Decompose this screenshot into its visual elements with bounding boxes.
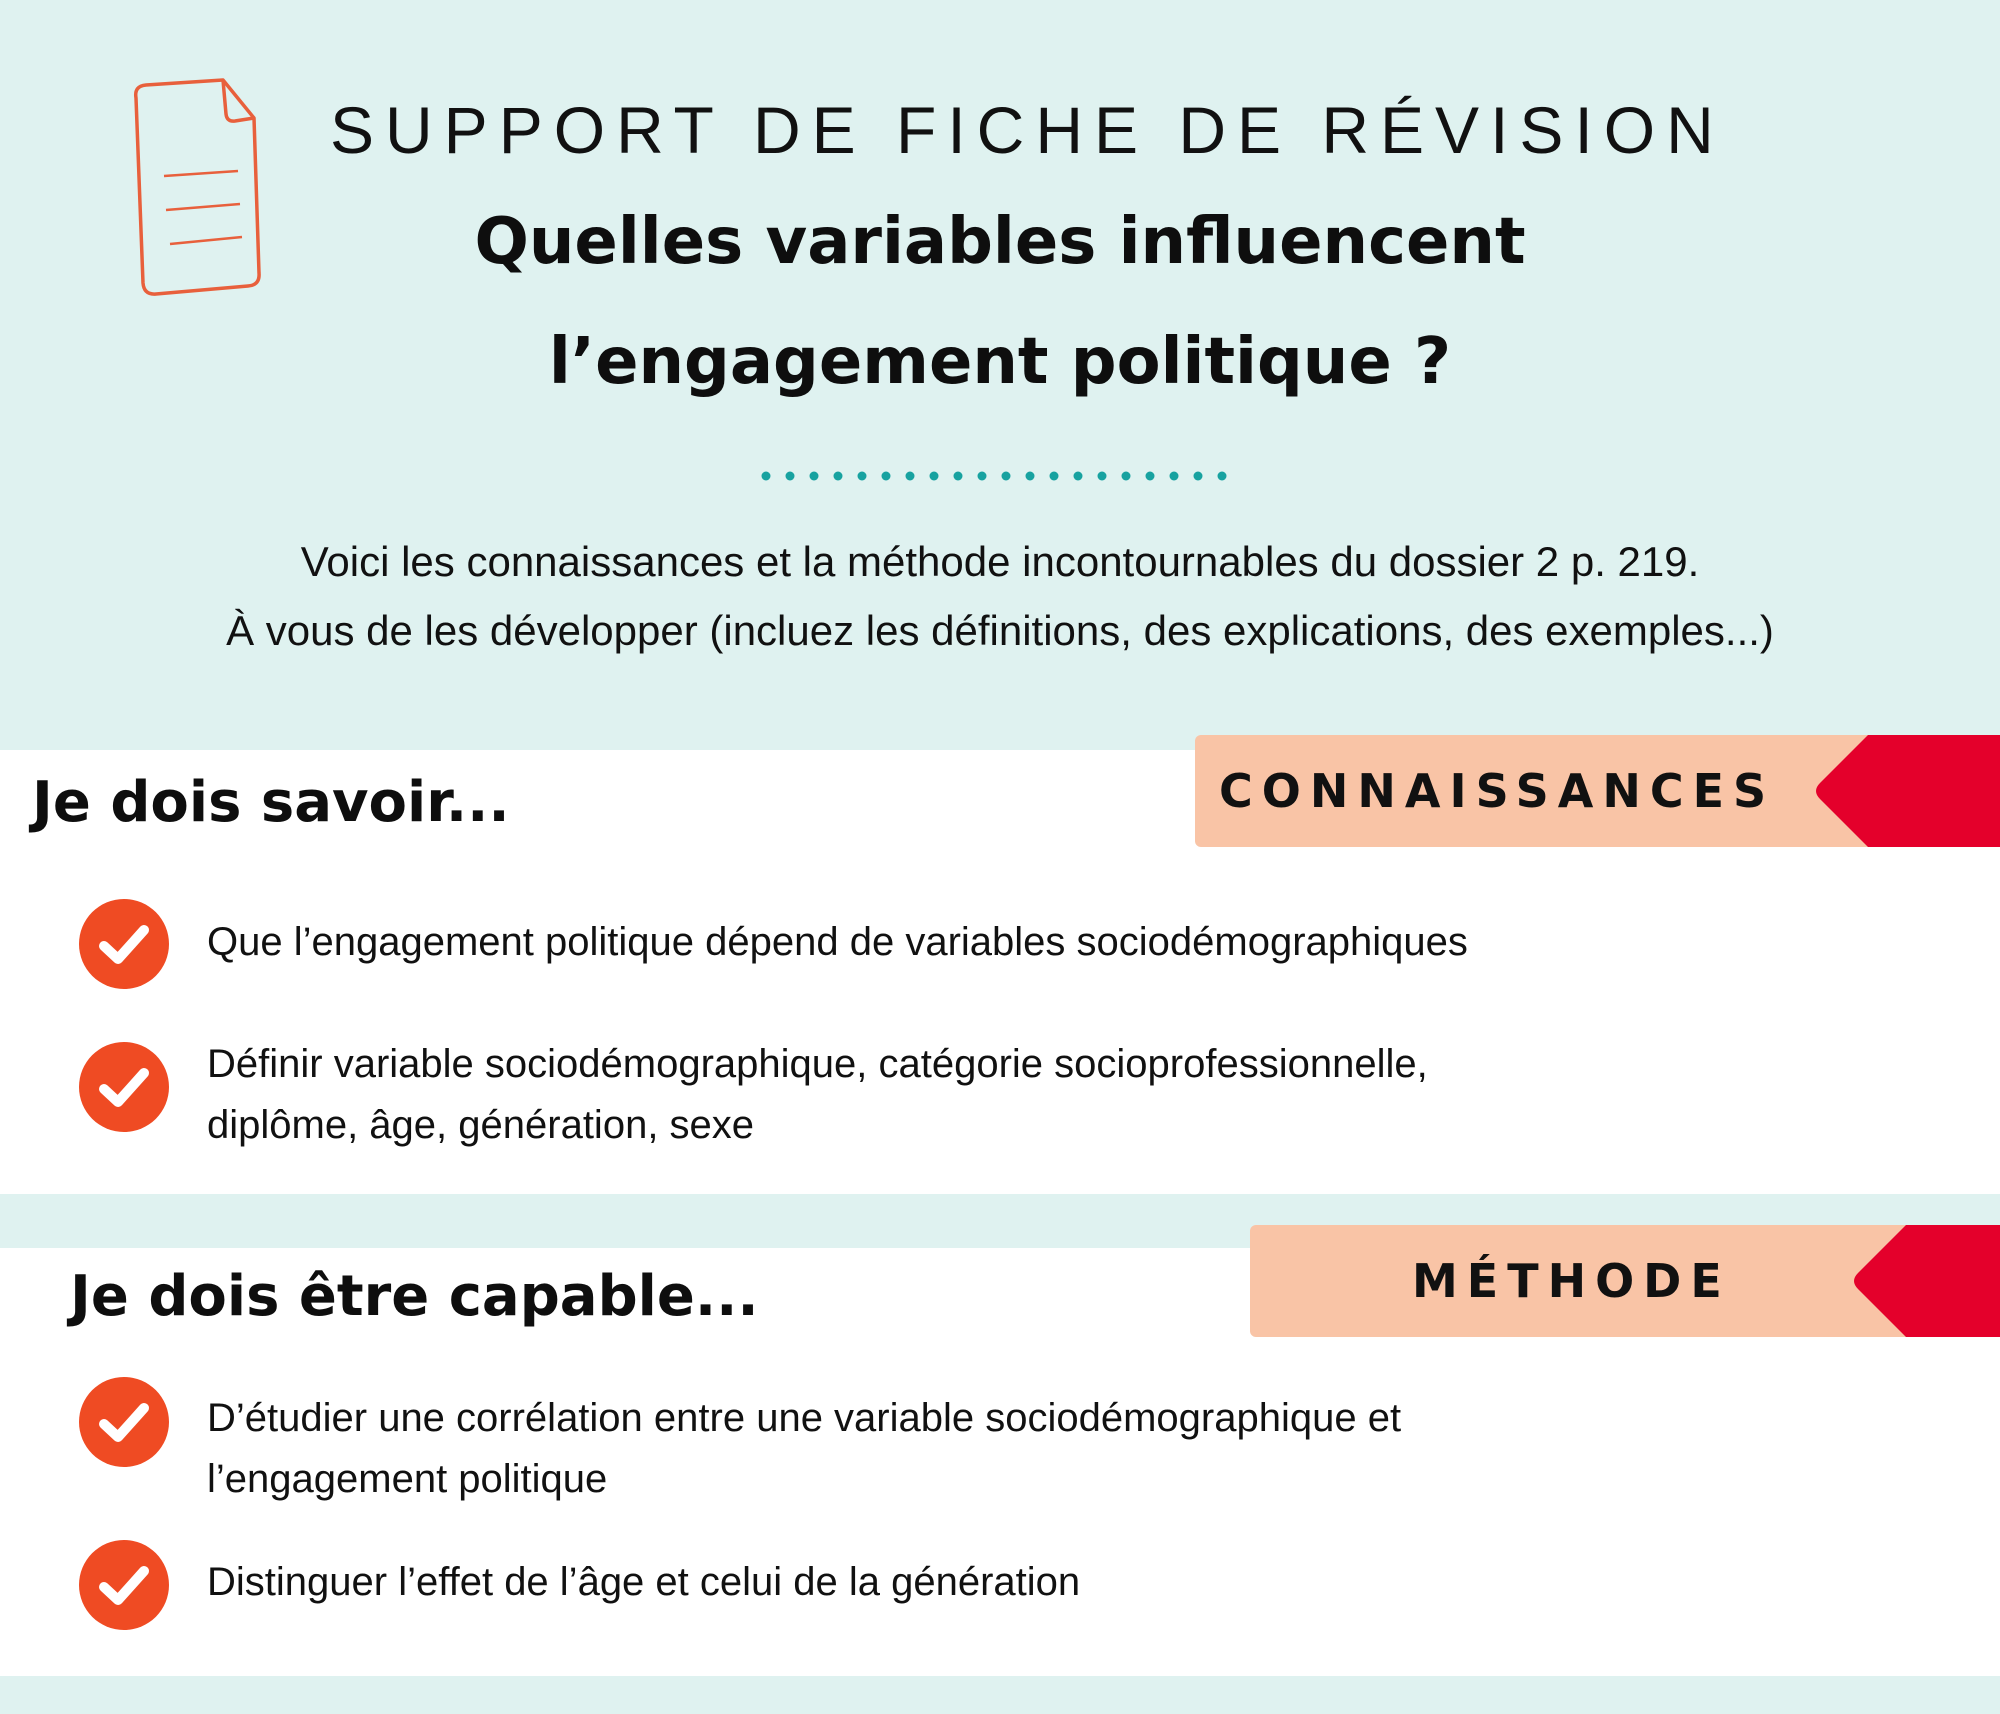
checkmark-circle-icon [77, 1538, 171, 1632]
tag-accent-ribbon [1850, 1225, 2000, 1337]
intro-line-2: À vous de les développer (incluez les définitions, des explications, des exemples...) [226, 607, 1774, 654]
checkmark-circle-icon [77, 1375, 171, 1469]
page-title-line-1: Quelles variables influencent [474, 205, 1526, 279]
page-kicker: SUPPORT DE FICHE DE RÉVISION [330, 93, 1725, 167]
method-item-2 [207, 1552, 1827, 1613]
tag-label-knowledge: CONNAISSANCES [1219, 764, 1776, 818]
item-line: diplôme, âge, génération, sexe [207, 1103, 755, 1147]
checkmark-circle-icon [77, 1040, 171, 1134]
tag-accent-ribbon [1812, 735, 2000, 847]
section-tag-method [1250, 1225, 2000, 1337]
section-tag-knowledge [1195, 735, 2000, 847]
checkmark-circle-icon [77, 897, 171, 991]
dotted-divider [760, 470, 1240, 482]
item-line: l’engagement politique [207, 1457, 608, 1501]
knowledge-item-1 [207, 912, 1827, 973]
intro-line-1: Voici les connaissances et la méthode incontournables du dossier 2 p. 219. [300, 538, 1700, 585]
section-heading-knowledge: Je dois savoir... [32, 770, 510, 835]
tag-label-method: MÉTHODE [1412, 1254, 1731, 1308]
section-heading-method: Je dois être capable... [70, 1264, 759, 1329]
knowledge-item-2 [207, 1034, 1827, 1156]
item-line: Distinguer l’effet de l’âge et celui de la génération [207, 1560, 1081, 1604]
item-line: D’étudier une corrélation entre une variable sociodémographique et [207, 1396, 1402, 1440]
method-item-1 [207, 1388, 1827, 1510]
item-line: Que l’engagement politique dépend de variables sociodémographiques [207, 920, 1468, 964]
item-line: Définir variable sociodémographique, catégorie socioprofessionnelle, [207, 1042, 1428, 1086]
page-title-line-2: l’engagement politique ? [548, 325, 1452, 399]
